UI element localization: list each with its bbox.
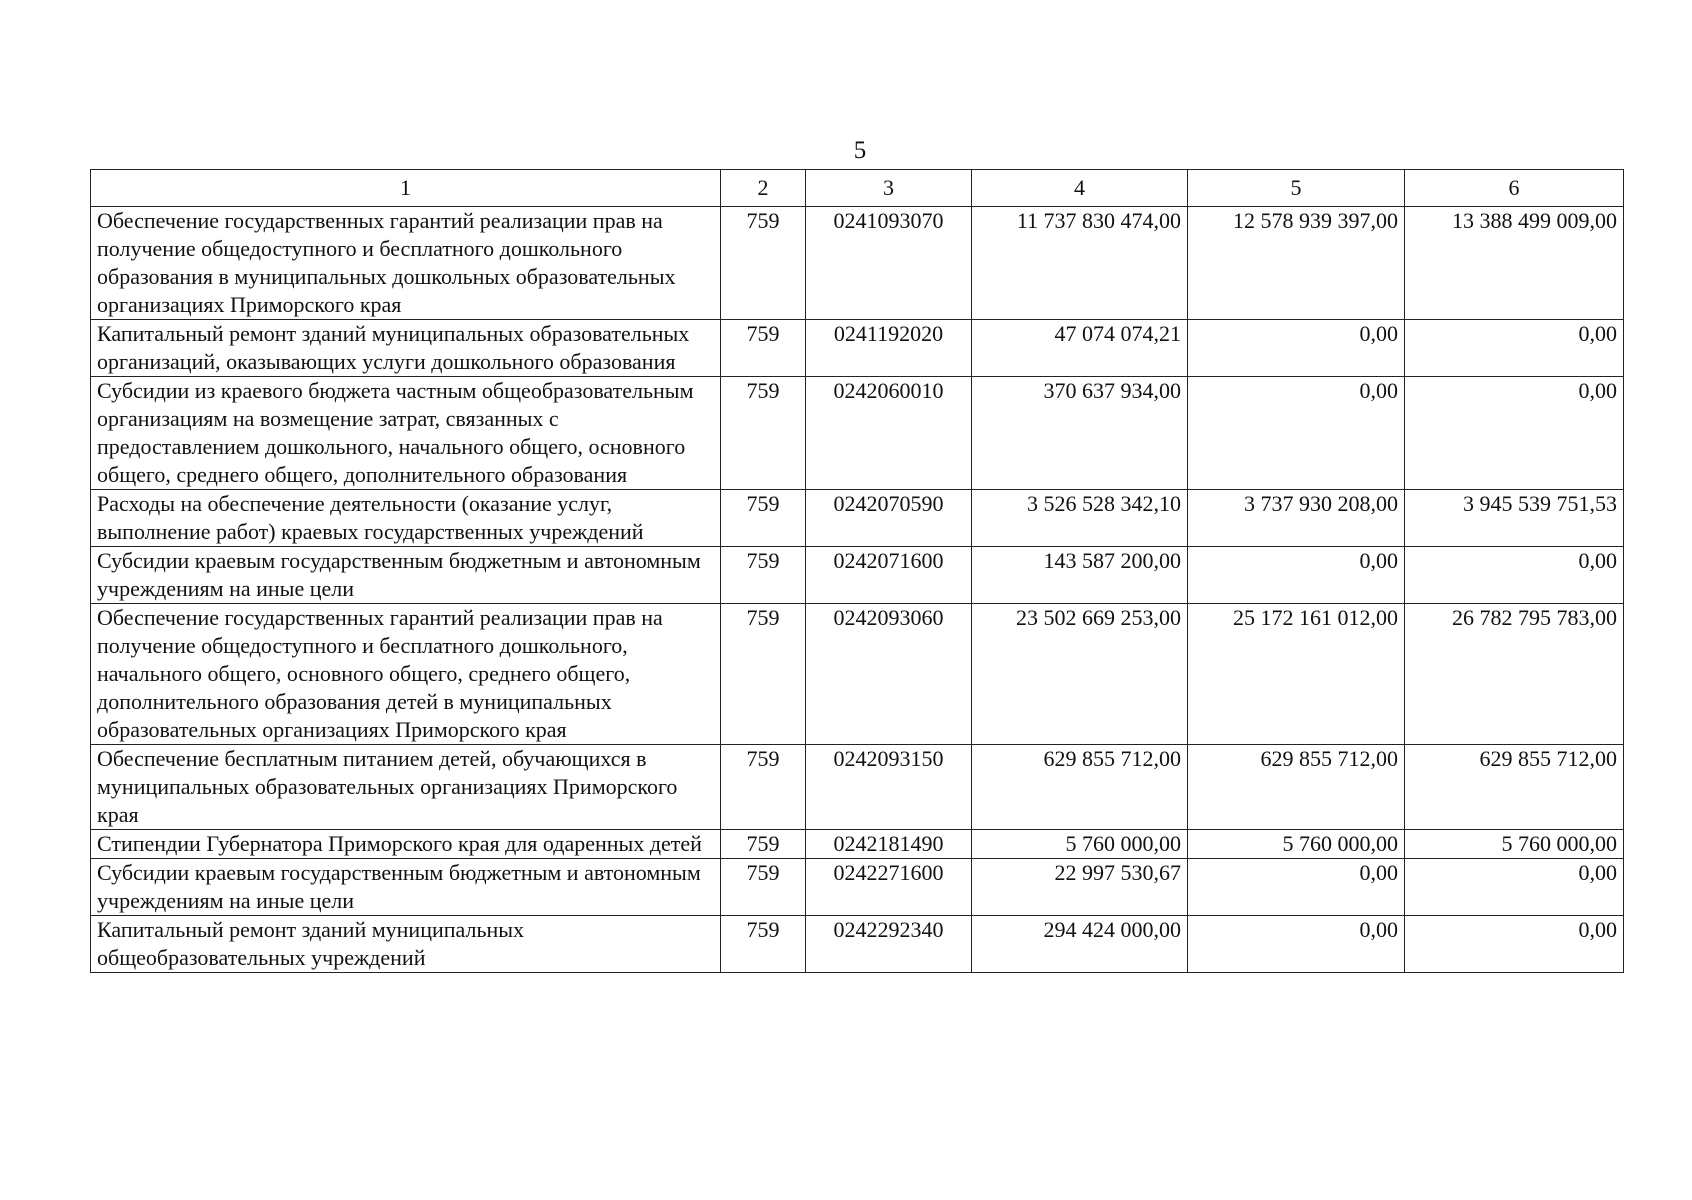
row-target-article: 0242271600 (806, 859, 972, 916)
row-name: Субсидии краевым государственным бюджетным и автономным учреждениям на иные цели (91, 547, 721, 604)
table-row (91, 377, 1624, 490)
row-amount-col6: 0,00 (1405, 377, 1624, 490)
row-amount-col6: 3 945 539 751,53 (1405, 490, 1624, 547)
table-row (91, 490, 1624, 547)
row-name: Обеспечение государственных гарантий реализации прав на получение общедоступного и бесплатного дошкольного, начального общего, основного общего, среднего общего, дополнительного образования детей в муниципальных образовательных организациях Приморского края (91, 604, 721, 745)
row-name: Субсидии краевым государственным бюджетным и автономным учреждениям на иные цели (91, 859, 721, 916)
row-amount-col6: 0,00 (1405, 916, 1624, 973)
row-amount-col5: 0,00 (1188, 377, 1405, 490)
row-name: Субсидии из краевого бюджета частным общеобразовательным организациям на возмещение затрат, связанных с предоставлением дошкольного, начального общего, основного общего, среднего общего, дополнительного образования (91, 377, 721, 490)
row-department-code: 759 (721, 916, 806, 973)
row-amount-col5: 0,00 (1188, 320, 1405, 377)
row-amount-col4: 3 526 528 342,10 (972, 490, 1188, 547)
column-header-6: 6 (1405, 170, 1624, 207)
row-amount-col5: 0,00 (1188, 547, 1405, 604)
row-amount-col6: 26 782 795 783,00 (1405, 604, 1624, 745)
row-amount-col6: 629 855 712,00 (1405, 745, 1624, 830)
row-department-code: 759 (721, 547, 806, 604)
row-amount-col4: 294 424 000,00 (972, 916, 1188, 973)
row-name: Обеспечение государственных гарантий реализации прав на получение общедоступного и бесплатного дошкольного образования в муниципальных дошкольных образовательных организациях Приморского края (91, 207, 721, 320)
row-amount-col4: 47 074 074,21 (972, 320, 1188, 377)
row-amount-col4: 143 587 200,00 (972, 547, 1188, 604)
row-amount-col6: 0,00 (1405, 859, 1624, 916)
row-amount-col6: 0,00 (1405, 320, 1624, 377)
row-amount-col4: 5 760 000,00 (972, 830, 1188, 859)
row-name: Капитальный ремонт зданий муниципальных образовательных организаций, оказывающих услуги дошкольного образования (91, 320, 721, 377)
row-amount-col6: 0,00 (1405, 547, 1624, 604)
row-target-article: 0242070590 (806, 490, 972, 547)
row-amount-col4: 23 502 669 253,00 (972, 604, 1188, 745)
row-target-article: 0242071600 (806, 547, 972, 604)
table-row (91, 207, 1624, 320)
budget-table (90, 169, 1624, 973)
column-header-4: 4 (972, 170, 1188, 207)
header-row (91, 170, 1624, 207)
row-department-code: 759 (721, 830, 806, 859)
row-amount-col5: 0,00 (1188, 859, 1405, 916)
table-row (91, 830, 1624, 859)
table-row (91, 320, 1624, 377)
row-name: Стипендии Губернатора Приморского края для одаренных детей (91, 830, 721, 859)
column-header-1: 1 (91, 170, 721, 207)
column-header-3: 3 (806, 170, 972, 207)
row-name: Капитальный ремонт зданий муниципальных общеобразовательных учреждений (91, 916, 721, 973)
row-department-code: 759 (721, 377, 806, 490)
row-amount-col5: 629 855 712,00 (1188, 745, 1405, 830)
row-department-code: 759 (721, 859, 806, 916)
row-department-code: 759 (721, 745, 806, 830)
table-row (91, 916, 1624, 973)
column-header-2: 2 (721, 170, 806, 207)
row-target-article: 0241192020 (806, 320, 972, 377)
row-target-article: 0242181490 (806, 830, 972, 859)
row-amount-col6: 5 760 000,00 (1405, 830, 1624, 859)
row-amount-col5: 3 737 930 208,00 (1188, 490, 1405, 547)
row-department-code: 759 (721, 604, 806, 745)
table-row (91, 547, 1624, 604)
row-name: Обеспечение бесплатным питанием детей, обучающихся в муниципальных образовательных организациях Приморского края (91, 745, 721, 830)
row-amount-col5: 5 760 000,00 (1188, 830, 1405, 859)
row-target-article: 0242060010 (806, 377, 972, 490)
row-name: Расходы на обеспечение деятельности (оказание услуг, выполнение работ) краевых государственных учреждений (91, 490, 721, 547)
row-target-article: 0241093070 (806, 207, 972, 320)
row-amount-col4: 370 637 934,00 (972, 377, 1188, 490)
row-amount-col5: 12 578 939 397,00 (1188, 207, 1405, 320)
row-amount-col4: 22 997 530,67 (972, 859, 1188, 916)
table-row (91, 604, 1624, 745)
table-row (91, 745, 1624, 830)
row-amount-col5: 0,00 (1188, 916, 1405, 973)
row-amount-col4: 11 737 830 474,00 (972, 207, 1188, 320)
row-target-article: 0242093060 (806, 604, 972, 745)
row-target-article: 0242093150 (806, 745, 972, 830)
page-number: 5 (853, 137, 867, 164)
column-header-5: 5 (1188, 170, 1405, 207)
row-department-code: 759 (721, 320, 806, 377)
row-department-code: 759 (721, 207, 806, 320)
row-department-code: 759 (721, 490, 806, 547)
row-amount-col6: 13 388 499 009,00 (1405, 207, 1624, 320)
row-target-article: 0242292340 (806, 916, 972, 973)
table-row (91, 859, 1624, 916)
row-amount-col5: 25 172 161 012,00 (1188, 604, 1405, 745)
row-amount-col4: 629 855 712,00 (972, 745, 1188, 830)
